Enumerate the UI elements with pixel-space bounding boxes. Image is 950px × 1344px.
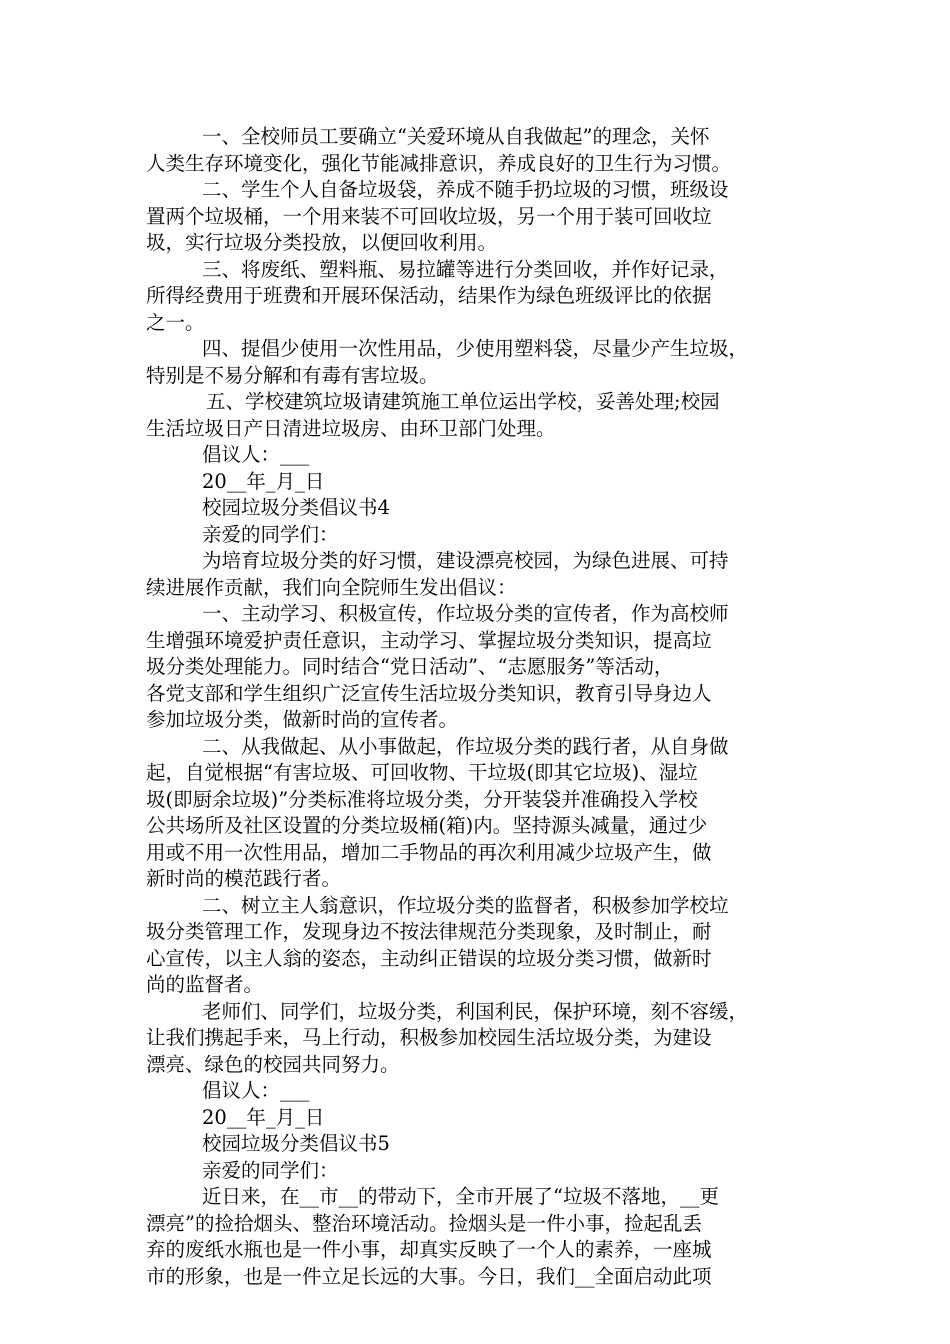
text-line: 圾，实行垃圾分类投放，以便回收利用。 (146, 231, 498, 254)
text-line: 校园垃圾分类倡议书4 (202, 496, 390, 519)
text-line: 参加垃圾分类，做新时尚的宣传者。 (146, 708, 459, 731)
text-line: 圾(即厨余垃圾)”分类标准将垃圾分类，分开装袋并准确投入学校 (146, 787, 698, 811)
text-line: 倡议人：___ (202, 443, 310, 466)
text-line: 二、树立主人翁意识，作垃圾分类的监督者，积极参加学校垃 (202, 893, 729, 917)
text-line: 校园垃圾分类倡议书5 (202, 1132, 390, 1155)
text-line: 一、主动学习、积极宣传，作垃圾分类的宣传者，作为高校师 (202, 602, 729, 625)
text-line: 20__年_月_日 (202, 1105, 325, 1129)
text-line: 公共场所及社区设置的分类垃圾桶(箱)内。坚持源头减量，通过少 (146, 814, 708, 837)
text-line: 人类生存环境变化，强化节能减排意识，养成良好的卫生行为习惯。 (146, 151, 732, 175)
text-line: 三、将废纸、塑料瓶、易拉罐等进行分类回收，并作好记录， (202, 257, 729, 281)
text-line: 生增强环境爱护责任意识，主动学习、掌握垃圾分类知识，提高垃 (146, 628, 712, 652)
text-line: 二、学生个人自备垃圾袋，养成不随手扔垃圾的习惯，班级设 (202, 178, 729, 201)
text-line: 生活垃圾日产日清进垃圾房、由环卫部门处理。 (146, 416, 556, 440)
text-line: 二、从我做起、从小事做起，作垃圾分类的践行者，从自身做 (202, 734, 729, 758)
text-line: 为培育垃圾分类的好习惯，建设漂亮校园，为绿色进展、可持 (202, 549, 729, 572)
text-line: 20__年_月_日 (202, 469, 325, 493)
text-line: 圾分类处理能力。同时结合“党日活动”、“志愿服务”等活动， (146, 655, 674, 678)
text-line: 一、全校师员工要确立“关爱环境从自我做起”的理念，关怀 (202, 125, 710, 148)
text-line: 起，自觉根据“有害垃圾、可回收物、干垃圾(即其它垃圾)、湿垃 (146, 761, 698, 784)
text-line: 漂亮”的捡拾烟头、整治环境活动。捡烟头是一件小事，捡起乱丢 (146, 1211, 702, 1235)
text-line: 各党支部和学生组织广泛宣传生活垃圾分类知识，教育引导身边人 (146, 681, 712, 705)
text-line: 五、学校建筑垃圾请建筑施工单位运出学校，妥善处理;校园 (206, 390, 720, 413)
text-line: 尚的监督者。 (146, 973, 264, 996)
text-line: 老师们、同学们，垃圾分类，利国利民，保护环境，刻不容缓， (202, 999, 749, 1023)
text-line: 四、提倡少使用一次性用品，少使用塑料袋，尽量少产生垃圾， (202, 337, 749, 360)
text-line: 漂亮、绿色的校园共同努力。 (146, 1052, 400, 1076)
text-line: 特别是不易分解和有毒有害垃圾。 (146, 363, 439, 387)
text-line: 让我们携起手来，马上行动，积极参加校园生活垃圾分类，为建设 (146, 1026, 712, 1049)
text-line: 心宣传，以主人翁的姿态，主动纠正错误的垃圾分类习惯，做新时 (146, 946, 712, 970)
text-line: 亲爱的同学们： (202, 1158, 339, 1182)
text-line: 圾分类管理工作，发现身边不按法律规范分类现象，及时制止，耐 (146, 920, 712, 943)
text-line: 弃的废纸水瓶也是一件小事，却真实反映了一个人的素养，一座城 (146, 1238, 712, 1261)
text-line: 亲爱的同学们： (202, 522, 339, 546)
text-line: 市的形象，也是一件立足长远的大事。今日，我们__全面启动此项 (146, 1264, 712, 1288)
text-line: 新时尚的模范践行者。 (146, 867, 342, 890)
text-line: 倡议人：___ (202, 1079, 310, 1102)
text-line: 用或不用一次性用品，增加二手物品的再次利用减少垃圾产生，做 (146, 840, 712, 864)
text-line: 所得经费用于班费和开展环保活动，结果作为绿色班级评比的依据 (146, 284, 712, 307)
document-body (146, 124, 806, 1290)
text-line: 近日来，在__市__的带动下，全市开展了“垃圾不落地，__更 (202, 1185, 719, 1208)
text-line: 续进展作贡献，我们向全院师生发出倡议： (146, 575, 517, 599)
text-line: 置两个垃圾桶，一个用来装不可回收垃圾，另一个用于装可回收垃 (146, 204, 712, 228)
text-line: 之一。 (146, 310, 205, 334)
